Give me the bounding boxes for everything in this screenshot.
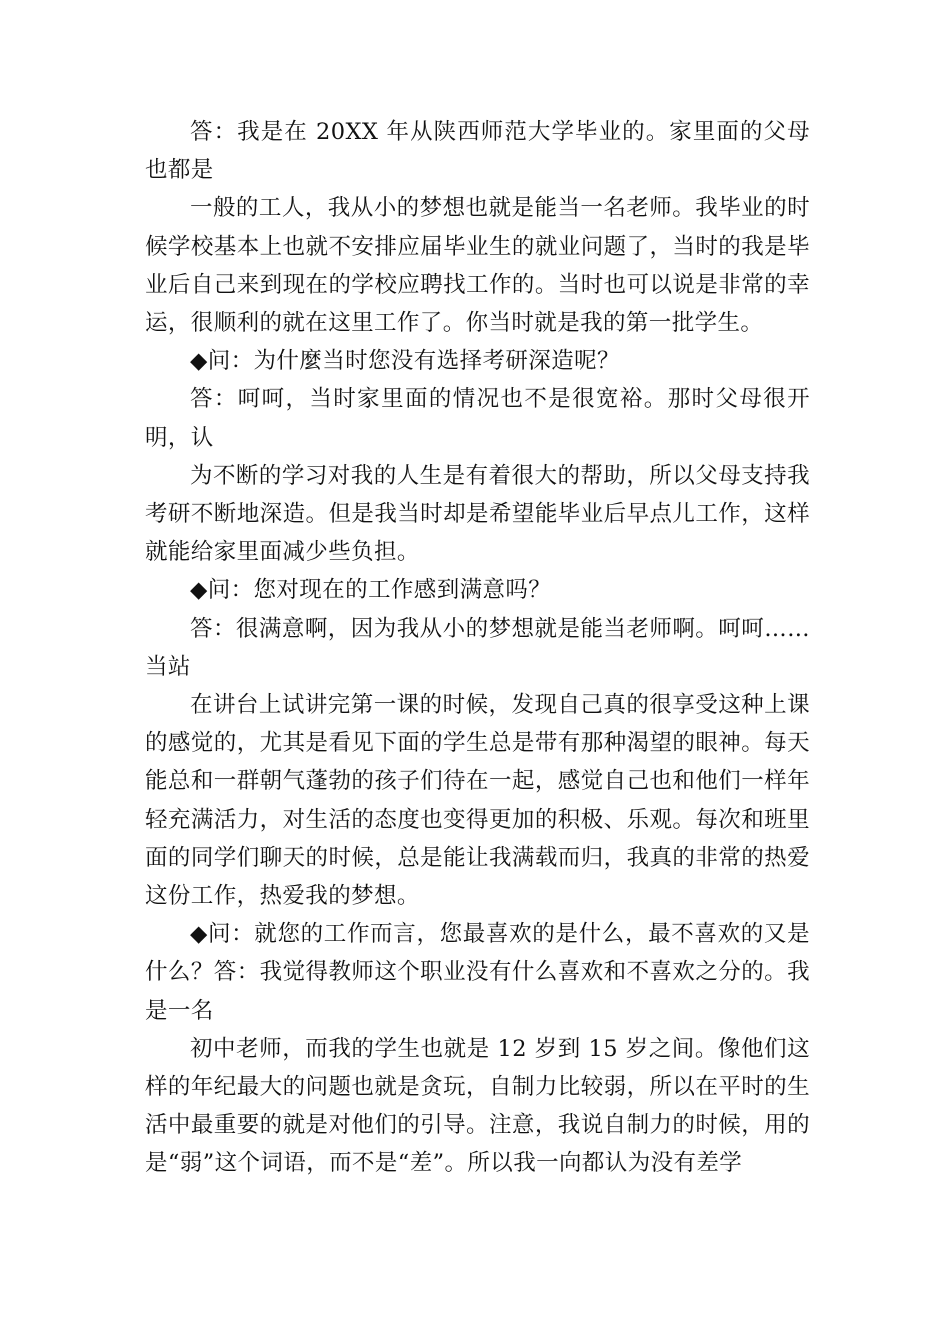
document-body — [145, 113, 810, 1183]
question-paragraph: ◆问：为什麼当时您没有选择考研深造呢？ — [190, 348, 620, 375]
paragraph: 在讲台上试讲完第一课的时候，发现自己真的很享受这种上课的感觉的，尤其是看见下面的学生总是带有那种渴望的眼神。每天能总和一群朝气蓬勃的孩子们待在一起，感觉自己也和他们一样年轻充满活力，对生活的态度也变得更加的积极、乐观。每次和班里面的同学们聊天的时候，总是能让我满载而归，我真的非常的热爱这份工作，热爱我的梦想。 — [145, 692, 810, 910]
question-paragraph: ◆问：您对现在的工作感到满意吗？ — [190, 577, 552, 604]
paragraph: 答：我是在 20XX 年从陕西师范大学毕业的。家里面的父母也都是 — [145, 119, 810, 184]
answer-paragraph: 答：呵呵，当时家里面的情况也不是很宽裕。那时父母很开明，认 — [145, 386, 810, 451]
question-paragraph: ◆问：就您的工作而言，您最喜欢的是什么，最不喜欢的又是什么？答：我觉得教师这个职业没有什么喜欢和不喜欢之分的。我是一名 — [145, 921, 810, 1024]
answer-paragraph: 答：很满意啊，因为我从小的梦想就是能当老师啊。呵呵……当站 — [145, 615, 810, 680]
paragraph: 一般的工人，我从小的梦想也就是能当一名老师。我毕业的时候学校基本上也就不安排应届毕业生的就业问题了，当时的我是毕业后自己来到现在的学校应聘找工作的。当时也可以说是非常的幸运，很顺利的就在这里工作了。你当时就是我的第一批学生。 — [145, 195, 810, 337]
paragraph: 为不断的学习对我的人生是有着很大的帮助，所以父母支持我考研不断地深造。但是我当时却是希望能毕业后早点儿工作，这样就能给家里面减少些负担。 — [145, 462, 810, 566]
paragraph: 初中老师，而我的学生也就是 12 岁到 15 岁之间。像他们这样的年纪最大的问题也就是贪玩，自制力比较弱，所以在平时的生活中最重要的就是对他们的引导。注意，我说自制力的时候，用的是“弱”这个词语，而不是“差”。所以我一向都认为没有差学 — [145, 1035, 810, 1177]
